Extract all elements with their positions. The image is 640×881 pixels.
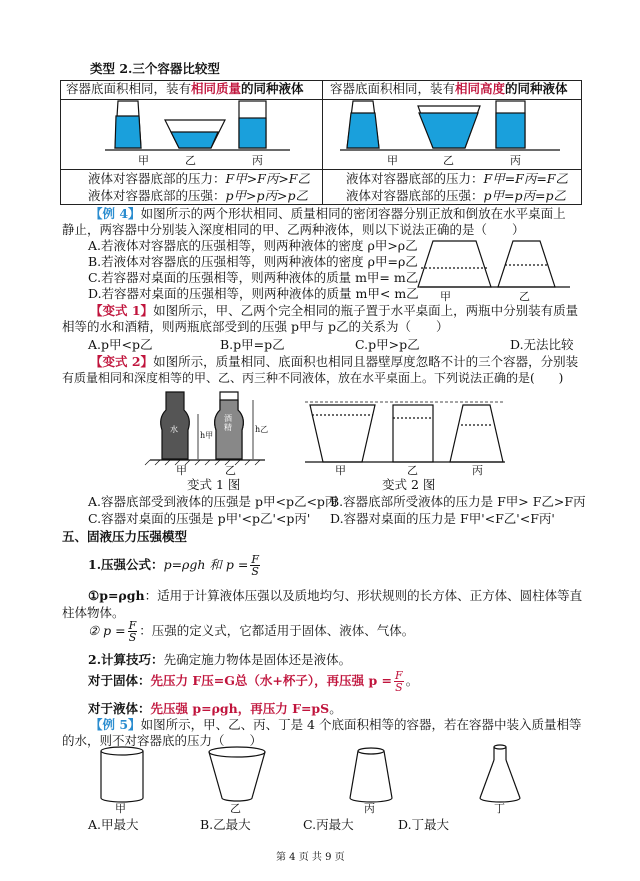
ex4-option-b: B.若液体对容器底的压强相等，则两种液体的密度 ρ甲=ρ乙 <box>88 254 418 269</box>
var1-option-d: D.无法比较 <box>510 337 574 352</box>
table-right-header: 容器底面积相同，装有相同高度的同种液体 <box>330 81 568 96</box>
table-label-jia-left: 甲 <box>138 154 149 167</box>
cont-label-bing: 丙 <box>472 464 483 477</box>
ex5-label-bing: 丙 <box>364 802 375 815</box>
var2-option-c: C.容器对桌面的压强是 p甲'<p乙'<p丙' <box>88 511 311 526</box>
ex5-label-jia: 甲 <box>115 802 126 815</box>
var1-option-b: B.p甲=p乙 <box>220 337 285 352</box>
table-right-row1: 液体对容器底部的压力：F甲=F丙=F乙 <box>346 171 568 186</box>
type2-heading: 类型 2.三个容器比较型 <box>90 61 220 76</box>
ex4-label-jia: 甲 <box>440 290 451 303</box>
table-left-row2: 液体对容器底部的压强：p甲>p丙>p乙 <box>88 188 308 203</box>
ex4-figure <box>418 241 570 287</box>
ex5-option-b: B.乙最大 <box>200 817 251 832</box>
table-right-containers <box>340 101 560 150</box>
ex4-label-yi: 乙 <box>519 290 530 303</box>
item1-line2: 柱体物体。 <box>62 605 125 620</box>
table-label-bing-left: 丙 <box>252 154 263 167</box>
var1-option-c: C.p甲>p乙 <box>355 337 420 352</box>
var2-line1: 【变式 2】如图所示，质量相同、底面积也相同且器壁厚度忽略不计的三个容器，分别装 <box>90 354 579 369</box>
item2-fraction: $\frac{F}{S}$ <box>128 619 137 644</box>
table-label-bing-right: 丙 <box>510 154 521 167</box>
fig1-caption: 变式 1 图 <box>187 477 241 492</box>
table-label-yi-right: 乙 <box>443 154 454 167</box>
cont-label-jia: 甲 <box>335 464 346 477</box>
table-left-containers <box>105 101 290 150</box>
formula-fraction: $\frac{F}{S}$ <box>251 553 259 578</box>
fig2-caption: 变式 2 图 <box>382 477 436 492</box>
ex5-figure <box>101 745 520 802</box>
cont-label-yi: 乙 <box>407 464 418 477</box>
ex5-label-ding: 丁 <box>494 802 505 815</box>
bottle-label-yi: 乙 <box>225 464 236 477</box>
var1-line2: 相等的水和酒精，则两瓶底部受到的压强 p甲与 p乙的关系为（ ） <box>62 319 449 334</box>
table-left-header: 容器底面积相同，装有相同质量的同种液体 <box>66 81 304 96</box>
page-footer: 第 4 页 共 9 页 <box>276 852 345 863</box>
h-yi-label: h乙 <box>255 425 269 434</box>
var2-line2: 有质量相同和深度相等的甲、乙、丙三种不同液体，放在水平桌面上。下列说法正确的是( ) <box>62 371 564 385</box>
ex4-option-c: C.若容器对桌面的压强相等，则两种液体的质量 m甲= m乙 <box>88 270 419 285</box>
ex5-line1: 【例 5】如图所示，甲、乙、丙、丁是 4 个底面积相等的容器，若在容器中装入质量相等 <box>90 717 582 732</box>
table-left-row1: 液体对容器底部的压力：F甲>F丙>F乙 <box>88 171 310 186</box>
ex4-option-d: D.若容器对桌面的压强相等，则两种液体的质量 m甲< m乙 <box>88 286 419 301</box>
item1-line1: ①p=ρgh：适用于计算液体压强以及质地均匀、形状规则的长方体、正方体、圆柱体等直 <box>88 588 583 603</box>
solid-line: 对于固体：先压力 F压=G总（水+杯子），再压强 p = $\frac{F}{S}$ 。 <box>88 669 419 694</box>
table-label-yi-left: 乙 <box>185 154 196 167</box>
ex4-line2: 静止，两容器中分别装入深度相同的甲、乙两种液体，则以下说法正确的是（ ） <box>62 222 525 237</box>
liquid-line: 对于液体：先压强 p=ρgh，再压力 F=pS。 <box>88 701 342 716</box>
table-label-jia-right: 甲 <box>387 154 398 167</box>
ex4-option-a: A.若液体对容器底的压强相等，则两种液体的密度 ρ甲>ρ乙 <box>88 238 418 253</box>
h-jia-label: h甲 <box>200 431 214 440</box>
var2-option-a: A.容器底部受到液体的压强是 p甲<p乙<p丙 <box>88 494 338 509</box>
var2-option-d: D.容器对桌面的压力是 F甲'<F乙'<F丙' <box>330 511 555 526</box>
ex5-line2: 的水，则不对容器底的压力（ ） <box>62 733 263 748</box>
table-right-row2: 液体对容器底部的压强：p甲=p丙=p乙 <box>346 188 566 203</box>
var2-option-b: B.容器底部所受液体的压力是 F甲> F乙>F丙 <box>330 494 586 509</box>
ex5-option-a: A.甲最大 <box>88 817 139 832</box>
pressure-formula: 1.压强公式：p=ρgh 和 p = $\frac{F}{S}$ <box>88 553 259 578</box>
var2-figure <box>305 402 505 462</box>
var1-option-a: A.p甲<p乙 <box>88 337 153 352</box>
section5-title: 五、固液压力压强模型 <box>62 529 188 544</box>
item2-line: ② p = $\frac{F}{S}$ ：压强的定义式，它都适用于固体、液体、气体。 <box>88 619 415 644</box>
ex5-option-c: C.丙最大 <box>303 817 354 832</box>
bottle-alcohol-label: 酒精 <box>224 414 232 432</box>
bottle-water-label: 水 <box>170 425 178 434</box>
var1-line1: 【变式 1】如图所示，甲、乙两个完全相同的瓶子置于水平桌面上，两瓶中分别装有质量 <box>90 303 579 318</box>
ex5-option-d: D.丁最大 <box>398 817 450 832</box>
solid-fraction: $\frac{F}{S}$ <box>395 669 403 694</box>
calc-tip: 2.计算技巧：先确定施力物体是固体还是液体。 <box>88 652 352 667</box>
ex4-line1: 【例 4】如图所示的两个形状相同、质量相同的密闭容器分别正放和倒放在水平桌面上 <box>90 206 566 221</box>
ex5-label-yi: 乙 <box>230 802 241 815</box>
bottle-label-jia: 甲 <box>176 464 187 477</box>
